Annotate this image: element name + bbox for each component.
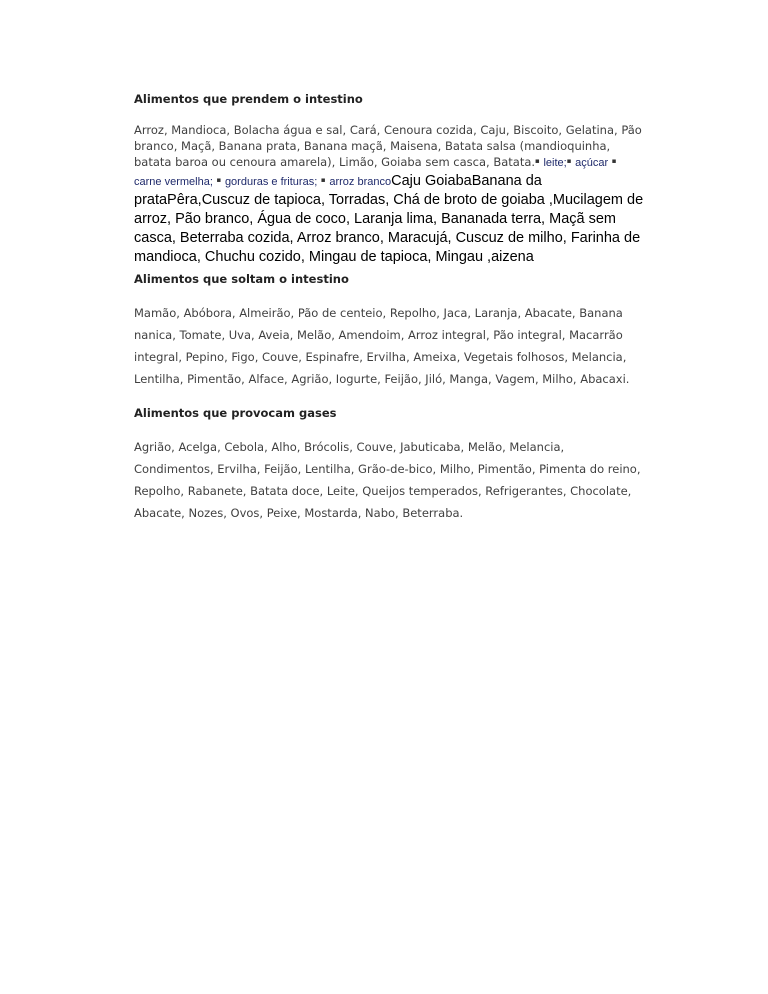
paragraph-foods-that-loosen: Mamão, Abóbora, Almeirão, Pão de centeio, Repolho, Jaca, Laranja, Abacate, Banana nanica, Tomate, Uva, Aveia, Melão, Amendoim, Arroz integral, Pão integral, Macarrão integral, Pepino, Figo, Couve, Espinafre, Ervilha, Ameixa, Vegetais folhosos, Melancia, Lentilha, Pimentão, Alface, Agrião, Iogurte, Feijão, Jiló, Manga, Vagem, Milho, Abacaxi. <box>134 305 630 386</box>
list-item: arroz branco <box>329 175 392 188</box>
bullet-icon: ▪ <box>320 175 326 184</box>
bullet-icon: ▪ <box>535 157 540 165</box>
paragraph-foods-that-constipate <box>134 123 644 267</box>
paragraph-text-large: Caju GoiabaBanana da prataPêra,Cuscuz de tapioca, Torradas, Chá de broto de goiaba ,Mucilagem de arroz, Pão branco, Água de coco, Laranja lima, Bananada terra, Maçã sem casca, Beterraba cozida, Arroz branco, Maracujá, Cuscuz de milho, Farinha de mandioca, Chuchu cozido, Mingau de tapioca, Mingau ,aizena <box>134 172 644 265</box>
bullet-icon: ▪ <box>611 157 617 165</box>
list-item: carne vermelha; <box>134 175 213 188</box>
heading-foods-that-cause-gas: Alimentos que provocam gases <box>134 405 337 420</box>
bullet-icon: ▪ <box>216 175 222 184</box>
document-content <box>134 92 644 524</box>
list-item: gorduras e frituras; <box>224 175 318 188</box>
paragraph-text-small: Arroz, Mandioca, Bolacha água e sal, Cará, Cenoura cozida, Caju, Biscoito, Gelatina, Pão branco, Maçã, Banana prata, Banana maçã, Maisena, Batata salsa (mandioquinha, batata baroa ou cenoura amarela), Limão, Goiaba sem casca, Batata. <box>134 123 642 169</box>
heading-foods-that-loosen: Alimentos que soltam o intestino <box>134 271 349 286</box>
bullet-icon: ▪ <box>566 157 572 165</box>
list-item: açúcar <box>575 157 609 169</box>
heading-foods-that-constipate: Alimentos que prendem o intestino <box>134 92 363 106</box>
list-item: leite; <box>543 157 567 169</box>
paragraph-foods-that-cause-gas: Agrião, Acelga, Cebola, Alho, Brócolis, Couve, Jabuticaba, Melão, Melancia, Condimentos, Ervilha, Feijão, Lentilha, Grão-de-bico, Milho, Pimentão, Pimenta do reino, Repolho, Rabanete, Batata doce, Leite, Queijos temperados, Refrigerantes, Chocolate, Abacate, Nozes, Ovos, Peixe, Mostarda, Nabo, Beterraba. <box>134 439 641 520</box>
